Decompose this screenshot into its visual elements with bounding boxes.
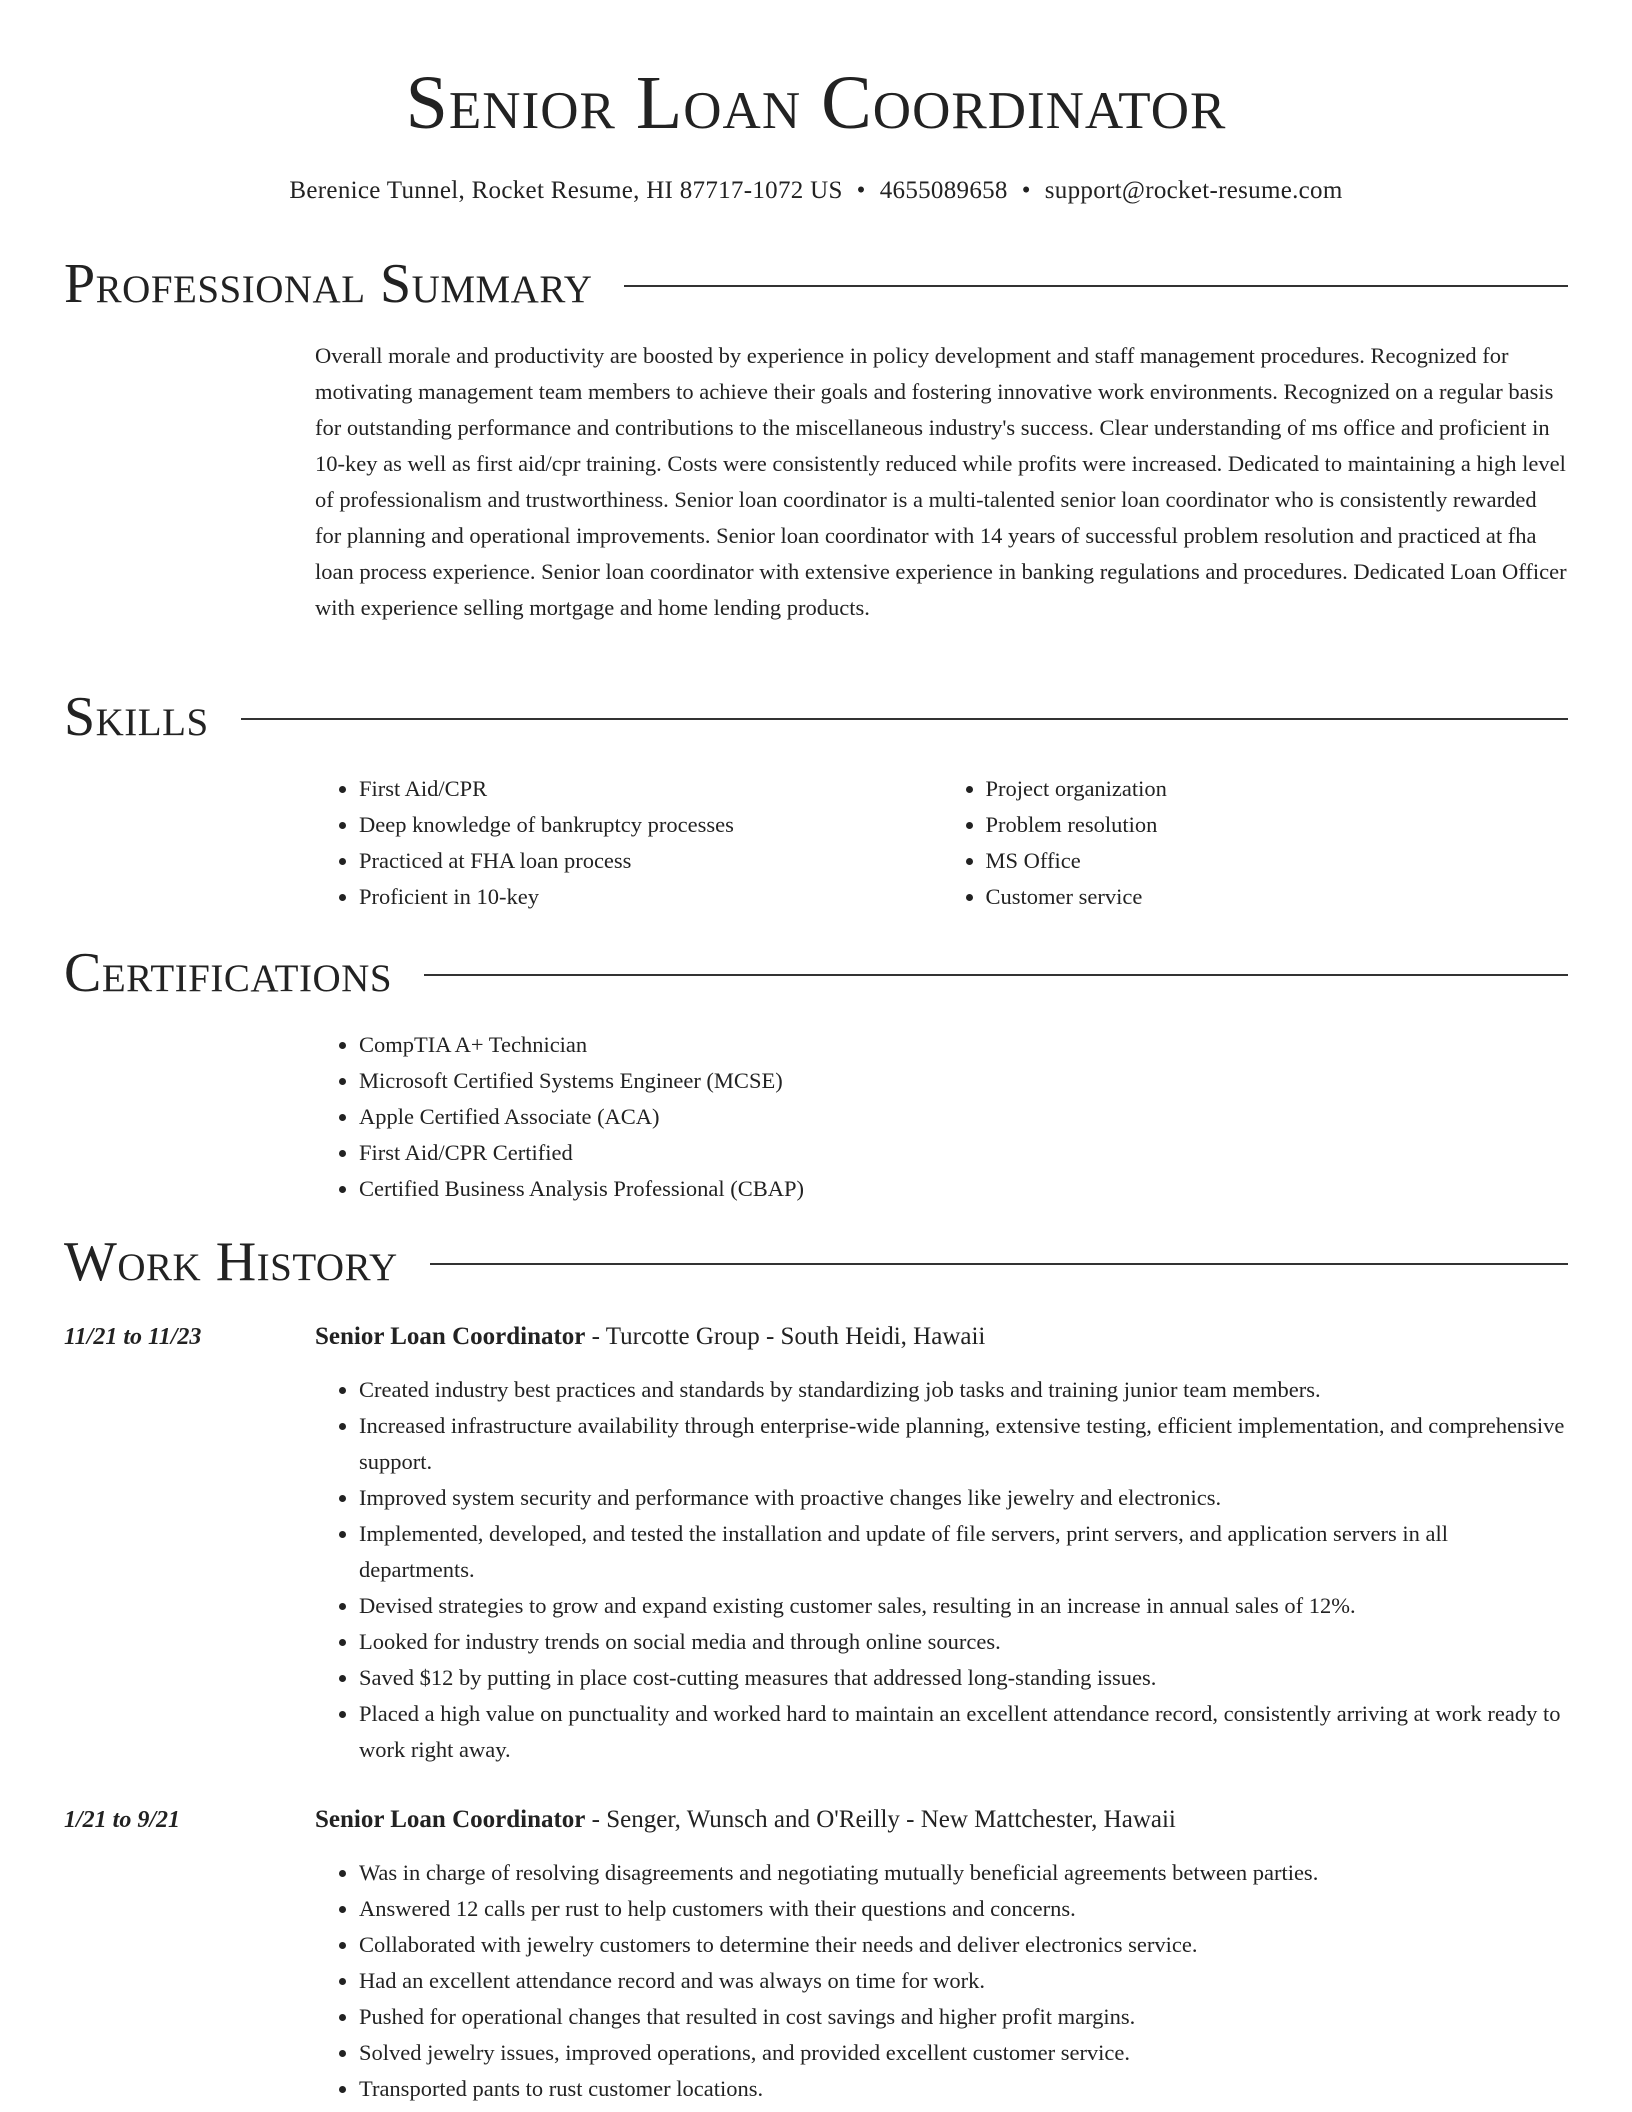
skill-item: • MS Office: [986, 843, 1569, 879]
duty-item: • Improved system security and performance with proactive changes like jewelry and electronics.: [359, 1480, 1568, 1516]
duty-item: • Increased infrastructure availability through enterprise-wide planning, extensive testing, efficient implementation, and comprehensive support.: [359, 1408, 1568, 1480]
work-history-heading: Work History: [64, 1231, 398, 1293]
skill-item: • Deep knowledge of bankruptcy processes: [359, 807, 942, 843]
skills-column-right: [942, 771, 1569, 915]
contact-address: Berenice Tunnel, Rocket Resume, HI 87717-1072 US: [289, 177, 843, 204]
skill-item: • Practiced at FHA loan process: [359, 843, 942, 879]
job-header: [315, 1320, 985, 1354]
work-history-section-header: [64, 1230, 1568, 1294]
certification-item: • Certified Business Analysis Professional (CBAP): [359, 1171, 1568, 1207]
certification-item: • Microsoft Certified Systems Engineer (MCSE): [359, 1063, 1568, 1099]
summary-heading: Professional Summary: [64, 253, 593, 315]
skills-heading: Skills: [64, 686, 209, 748]
summary-text: Overall morale and productivity are boosted by experience in policy development and staff management procedures. Recognized for motivating management team members to achieve their goals and fostering innovative work environments. Recognized on a regular basis for outstanding performance and contributions to the miscellaneous industry's success. Clear understanding of ms office and proficient in 10-key as well as first aid/cpr training. Costs were consistently reduced while profits were increased. Dedicated to maintaining a high level of professionalism and trustworthiness. Senior loan coordinator is a multi-talented senior loan coordinator who is consistently rewarded for planning and operational improvements. Senior loan coordinator with 14 years of successful problem resolution and practiced at fha loan process experience. Senior loan coordinator with extensive experience in banking regulations and procedures. Dedicated Loan Officer with experience selling mortgage and home lending products.: [315, 343, 1567, 620]
duty-item: • Saved $12 by putting in place cost-cutting measures that addressed long-standing issues.: [359, 1660, 1568, 1696]
duty-item: • Looked for industry trends on social media and through online sources.: [359, 1624, 1568, 1660]
certification-item: • CompTIA A+ Technician: [359, 1027, 1568, 1063]
job-details: - Turcotte Group - South Heidi, Hawaii: [585, 1323, 986, 1350]
page-title: Senior Loan Coordinator: [405, 61, 1227, 145]
duty-item: • Placed a high value on punctuality and worked hard to maintain an excellent attendance record, consistently arriving at work ready to work right away.: [359, 1696, 1568, 1768]
job-details: - Senger, Wunsch and O'Reilly - New Mattchester, Hawaii: [585, 1806, 1176, 1833]
skills-list: [315, 771, 1568, 915]
job-dates: 1/21 to 9/21: [64, 1807, 181, 1833]
job-duties: [315, 1372, 1568, 1768]
certifications-section-header: [64, 941, 1568, 1005]
duty-item: • Pushed for operational changes that resulted in cost savings and higher profit margins.: [359, 1999, 1568, 2035]
duty-item: • Solved jewelry issues, improved operations, and provided excellent customer service.: [359, 2035, 1568, 2071]
duty-item: • Had an excellent attendance record and was always on time for work.: [359, 1963, 1568, 1999]
section-divider: [624, 285, 1568, 287]
job-role: Senior Loan Coordinator: [315, 1323, 586, 1350]
job-duties: [315, 1855, 1568, 2107]
duty-item: • Was in charge of resolving disagreements and negotiating mutually beneficial agreements between parties.: [359, 1855, 1568, 1891]
job-role: Senior Loan Coordinator: [315, 1806, 586, 1833]
section-divider: [241, 718, 1568, 720]
certification-item: • First Aid/CPR Certified: [359, 1135, 1568, 1171]
duty-item: • Implemented, developed, and tested the installation and update of file servers, print servers, and application servers in all departments.: [359, 1516, 1568, 1588]
skill-item: • Project organization: [986, 771, 1569, 807]
duty-item: • Transported pants to rust customer locations.: [359, 2071, 1568, 2107]
duty-item: • Answered 12 calls per rust to help customers with their questions and concerns.: [359, 1891, 1568, 1927]
certification-item: • Apple Certified Associate (ACA): [359, 1099, 1568, 1135]
job-header: [315, 1803, 1176, 1837]
contact-email: support@rocket-resume.com: [1044, 177, 1343, 204]
skill-item: • Problem resolution: [986, 807, 1569, 843]
duty-item: • Created industry best practices and standards by standardizing job tasks and training junior team members.: [359, 1372, 1568, 1408]
contact-separator: •: [856, 177, 866, 204]
contact-line: [0, 174, 1632, 208]
skills-column-left: [315, 771, 942, 915]
skill-item: • First Aid/CPR: [359, 771, 942, 807]
skill-item: • Customer service: [986, 879, 1569, 915]
skill-item: • Proficient in 10-key: [359, 879, 942, 915]
job-dates: 11/21 to 11/23: [64, 1324, 202, 1350]
skills-section-header: [64, 685, 1568, 749]
section-divider: [424, 974, 1568, 976]
section-divider: [430, 1263, 1568, 1265]
duty-item: • Devised strategies to grow and expand existing customer sales, resulting in an increase in annual sales of 12%.: [359, 1588, 1568, 1624]
contact-separator: •: [1021, 177, 1031, 204]
summary-section-header: [64, 252, 1568, 316]
certifications-heading: Certifications: [64, 942, 393, 1004]
contact-phone: 4655089658: [879, 177, 1008, 204]
certifications-list: [315, 1027, 1568, 1207]
duty-item: • Collaborated with jewelry customers to determine their needs and deliver electronics service.: [359, 1927, 1568, 1963]
